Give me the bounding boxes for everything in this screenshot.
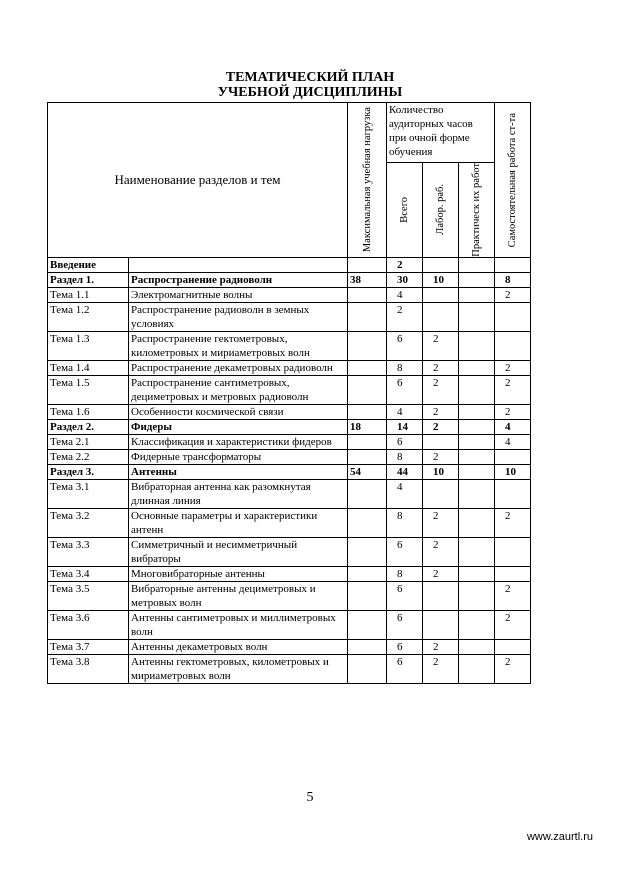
cell-prac bbox=[459, 287, 495, 302]
cell-name: Особенности космической связи bbox=[129, 404, 348, 419]
cell-name: Симметричный и несимметричный вибраторы bbox=[129, 537, 348, 566]
cell-max bbox=[348, 404, 387, 419]
cell-total: 4 bbox=[387, 404, 423, 419]
cell-self bbox=[495, 302, 531, 331]
header-lab: Лабор. раб. bbox=[423, 163, 459, 258]
topic-row bbox=[48, 404, 531, 419]
cell-prac bbox=[459, 257, 495, 272]
topic-row bbox=[48, 639, 531, 654]
cell-total: 8 bbox=[387, 360, 423, 375]
cell-prac bbox=[459, 610, 495, 639]
cell-prac bbox=[459, 360, 495, 375]
cell-max bbox=[348, 610, 387, 639]
header-max-load: Максимальная учебная нагрузка bbox=[348, 103, 387, 258]
cell-prac bbox=[459, 566, 495, 581]
cell-total: 8 bbox=[387, 449, 423, 464]
cell-max bbox=[348, 581, 387, 610]
cell-lab: 10 bbox=[423, 272, 459, 287]
cell-max bbox=[348, 508, 387, 537]
cell-self bbox=[495, 331, 531, 360]
cell-prac bbox=[459, 302, 495, 331]
cell-lab bbox=[423, 479, 459, 508]
cell-prac bbox=[459, 404, 495, 419]
cell-total: 2 bbox=[387, 302, 423, 331]
cell-code: Тема 2.2 bbox=[48, 449, 129, 464]
cell-self: 10 bbox=[495, 464, 531, 479]
cell-lab bbox=[423, 434, 459, 449]
cell-self: 2 bbox=[495, 375, 531, 404]
cell-self: 4 bbox=[495, 419, 531, 434]
cell-total: 6 bbox=[387, 654, 423, 683]
section-row bbox=[48, 419, 531, 434]
cell-max bbox=[348, 479, 387, 508]
cell-max: 18 bbox=[348, 419, 387, 434]
cell-max bbox=[348, 434, 387, 449]
cell-lab: 2 bbox=[423, 508, 459, 537]
cell-total: 6 bbox=[387, 610, 423, 639]
cell-max bbox=[348, 331, 387, 360]
cell-name: Многовибраторные антенны bbox=[129, 566, 348, 581]
cell-lab: 10 bbox=[423, 464, 459, 479]
cell-self: 2 bbox=[495, 360, 531, 375]
cell-self: 2 bbox=[495, 610, 531, 639]
cell-total: 6 bbox=[387, 581, 423, 610]
cell-max: 38 bbox=[348, 272, 387, 287]
cell-prac bbox=[459, 272, 495, 287]
cell-lab bbox=[423, 610, 459, 639]
cell-code: Тема 1.2 bbox=[48, 302, 129, 331]
cell-lab: 2 bbox=[423, 654, 459, 683]
cell-prac bbox=[459, 581, 495, 610]
cell-max bbox=[348, 449, 387, 464]
cell-name: Антенны гектометровых, километровых и мириаметровых волн bbox=[129, 654, 348, 683]
cell-prac bbox=[459, 449, 495, 464]
cell-name: Вибраторная антенна как разомкнутая длинная линия bbox=[129, 479, 348, 508]
cell-code: Тема 1.5 bbox=[48, 375, 129, 404]
cell-total: 6 bbox=[387, 434, 423, 449]
cell-prac bbox=[459, 464, 495, 479]
header-name: Наименование разделов и тем bbox=[48, 103, 348, 258]
cell-name: Распространение радиоволн в земных условиях bbox=[129, 302, 348, 331]
cell-code: Тема 3.1 bbox=[48, 479, 129, 508]
cell-code: Введение bbox=[48, 257, 129, 272]
cell-lab: 2 bbox=[423, 375, 459, 404]
cell-max bbox=[348, 566, 387, 581]
cell-code: Раздел 3. bbox=[48, 464, 129, 479]
section-row bbox=[48, 272, 531, 287]
cell-total: 6 bbox=[387, 331, 423, 360]
topic-row bbox=[48, 434, 531, 449]
cell-self bbox=[495, 449, 531, 464]
cell-name: Распространение декаметровых радиоволн bbox=[129, 360, 348, 375]
topic-row bbox=[48, 375, 531, 404]
cell-name: Антенны bbox=[129, 464, 348, 479]
cell-self bbox=[495, 639, 531, 654]
cell-max bbox=[348, 375, 387, 404]
cell-total: 44 bbox=[387, 464, 423, 479]
cell-code: Раздел 1. bbox=[48, 272, 129, 287]
cell-self: 2 bbox=[495, 581, 531, 610]
cell-total: 6 bbox=[387, 537, 423, 566]
cell-lab bbox=[423, 581, 459, 610]
cell-max bbox=[348, 360, 387, 375]
cell-code: Тема 2.1 bbox=[48, 434, 129, 449]
cell-name: Антенны сантиметровых и миллиметровых волн bbox=[129, 610, 348, 639]
cell-self bbox=[495, 537, 531, 566]
cell-code: Раздел 2. bbox=[48, 419, 129, 434]
cell-prac bbox=[459, 639, 495, 654]
topic-row bbox=[48, 331, 531, 360]
cell-code: Тема 1.4 bbox=[48, 360, 129, 375]
cell-code: Тема 3.6 bbox=[48, 610, 129, 639]
topic-row bbox=[48, 654, 531, 683]
topic-row bbox=[48, 537, 531, 566]
cell-code: Тема 1.6 bbox=[48, 404, 129, 419]
cell-code: Тема 3.2 bbox=[48, 508, 129, 537]
cell-lab: 2 bbox=[423, 419, 459, 434]
thematic-plan-table bbox=[47, 102, 531, 684]
cell-name bbox=[129, 257, 348, 272]
section-row bbox=[48, 464, 531, 479]
topic-row bbox=[48, 302, 531, 331]
cell-total: 14 bbox=[387, 419, 423, 434]
cell-code: Тема 3.4 bbox=[48, 566, 129, 581]
cell-total: 30 bbox=[387, 272, 423, 287]
topic-row bbox=[48, 360, 531, 375]
cell-self: 2 bbox=[495, 287, 531, 302]
cell-total: 4 bbox=[387, 479, 423, 508]
cell-name: Вибраторные антенны дециметровых и метровых волн bbox=[129, 581, 348, 610]
cell-name: Распространение гектометровых, километровых и мириаметровых волн bbox=[129, 331, 348, 360]
cell-code: Тема 3.8 bbox=[48, 654, 129, 683]
cell-self: 2 bbox=[495, 508, 531, 537]
cell-prac bbox=[459, 331, 495, 360]
cell-self: 4 bbox=[495, 434, 531, 449]
cell-max bbox=[348, 257, 387, 272]
section-row bbox=[48, 257, 531, 272]
cell-self: 8 bbox=[495, 272, 531, 287]
cell-lab bbox=[423, 257, 459, 272]
header-total: Всего bbox=[387, 163, 423, 258]
cell-prac bbox=[459, 537, 495, 566]
cell-prac bbox=[459, 654, 495, 683]
cell-self bbox=[495, 566, 531, 581]
cell-lab: 2 bbox=[423, 639, 459, 654]
document-title-line1: ТЕМАТИЧЕСКИЙ ПЛАН bbox=[225, 70, 395, 85]
cell-self bbox=[495, 257, 531, 272]
cell-lab bbox=[423, 287, 459, 302]
header-practical: Практическ их работ bbox=[459, 163, 495, 258]
cell-prac bbox=[459, 479, 495, 508]
cell-total: 6 bbox=[387, 639, 423, 654]
cell-prac bbox=[459, 434, 495, 449]
cell-max bbox=[348, 302, 387, 331]
cell-prac bbox=[459, 508, 495, 537]
cell-lab bbox=[423, 302, 459, 331]
cell-max bbox=[348, 537, 387, 566]
cell-max bbox=[348, 654, 387, 683]
cell-name: Основные параметры и характеристики антенн bbox=[129, 508, 348, 537]
cell-total: 8 bbox=[387, 566, 423, 581]
header-self-work: Самостоятельная работа ст-та bbox=[495, 103, 531, 258]
cell-name: Антенны декаметровых волн bbox=[129, 639, 348, 654]
topic-row bbox=[48, 581, 531, 610]
page-number: 5 bbox=[306, 790, 314, 805]
cell-code: Тема 3.3 bbox=[48, 537, 129, 566]
document-title-line2: УЧЕБНОЙ ДИСЦИПЛИНЫ bbox=[217, 85, 403, 100]
cell-lab: 2 bbox=[423, 360, 459, 375]
cell-max: 54 bbox=[348, 464, 387, 479]
topic-row bbox=[48, 287, 531, 302]
cell-total: 8 bbox=[387, 508, 423, 537]
cell-lab: 2 bbox=[423, 566, 459, 581]
cell-prac bbox=[459, 419, 495, 434]
cell-name: Электромагнитные волны bbox=[129, 287, 348, 302]
cell-self: 2 bbox=[495, 654, 531, 683]
cell-prac bbox=[459, 375, 495, 404]
cell-total: 4 bbox=[387, 287, 423, 302]
cell-code: Тема 3.5 bbox=[48, 581, 129, 610]
cell-self bbox=[495, 479, 531, 508]
topic-row bbox=[48, 479, 531, 508]
cell-name: Фидеры bbox=[129, 419, 348, 434]
cell-self: 2 bbox=[495, 404, 531, 419]
cell-code: Тема 1.1 bbox=[48, 287, 129, 302]
cell-code: Тема 1.3 bbox=[48, 331, 129, 360]
topic-row bbox=[48, 508, 531, 537]
topic-row bbox=[48, 610, 531, 639]
cell-max bbox=[348, 287, 387, 302]
cell-name: Классификация и характеристики фидеров bbox=[129, 434, 348, 449]
cell-name: Фидерные трансформаторы bbox=[129, 449, 348, 464]
topic-row bbox=[48, 566, 531, 581]
topic-row bbox=[48, 449, 531, 464]
header-auditory-hours: Количество аудиторных часов при очной форме обучения bbox=[387, 103, 495, 163]
cell-lab: 2 bbox=[423, 449, 459, 464]
cell-total: 2 bbox=[387, 257, 423, 272]
cell-max bbox=[348, 639, 387, 654]
cell-name: Распространение сантиметровых, дециметровых и метровых радиоволн bbox=[129, 375, 348, 404]
cell-code: Тема 3.7 bbox=[48, 639, 129, 654]
site-watermark: www.zaurtl.ru bbox=[526, 831, 593, 843]
cell-total: 6 bbox=[387, 375, 423, 404]
cell-lab: 2 bbox=[423, 404, 459, 419]
cell-name: Распространение радиоволн bbox=[129, 272, 348, 287]
cell-lab: 2 bbox=[423, 331, 459, 360]
cell-lab: 2 bbox=[423, 537, 459, 566]
